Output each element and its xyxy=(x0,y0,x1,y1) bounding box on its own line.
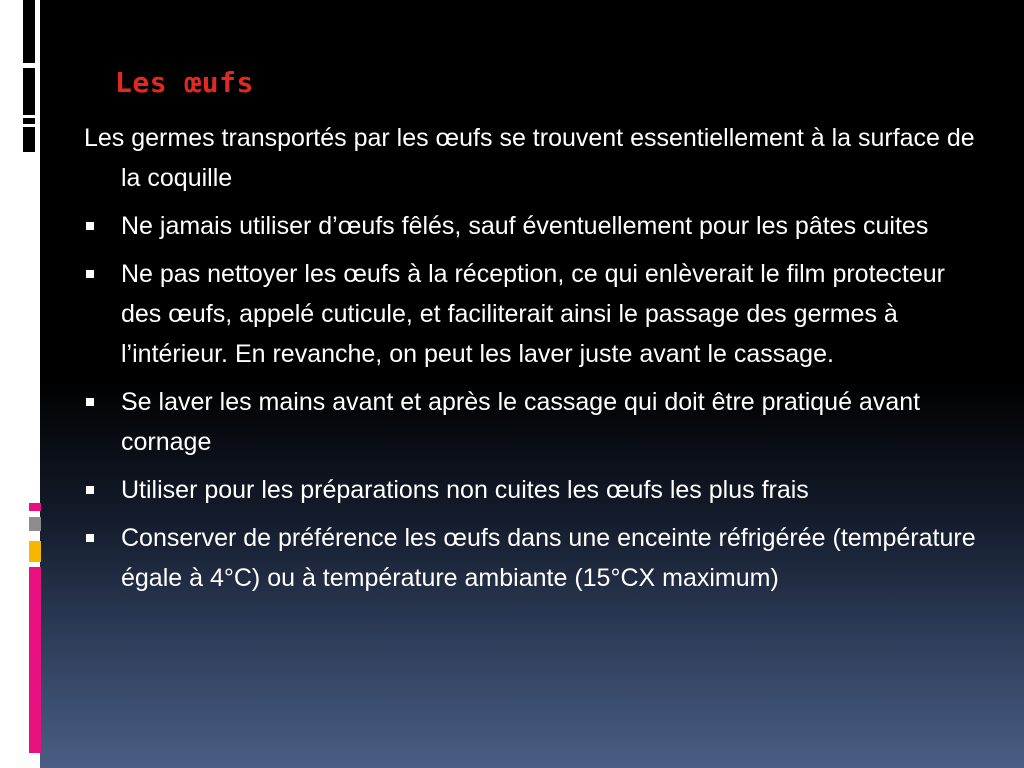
bullet-text: Se laver les mains avant et après le cassage qui doit être pratiqué avant cornage xyxy=(121,388,921,456)
bullet-text: Utiliser pour les préparations non cuites les œufs les plus frais xyxy=(121,476,809,504)
square-bullet-icon xyxy=(86,398,94,406)
bullet-text: Conserver de préférence les œufs dans une enceinte réfrigérée (température égale à 4°C) ou à température ambiante (15°CX maximum) xyxy=(121,524,976,592)
square-bullet-icon xyxy=(86,534,94,542)
square-bullet-icon xyxy=(86,486,94,494)
bullet-text: Ne pas nettoyer les œufs à la réception, ce qui enlèverait le film protecteur des œufs, appelé cuticule, et faciliterait ainsi le passage des germes à l’intérieur. En revanche, on peut les laver juste avant le cassage. xyxy=(121,260,946,368)
decor-bar-pink xyxy=(29,503,41,511)
list-item xyxy=(84,382,989,462)
list-item xyxy=(84,206,989,246)
list-item xyxy=(84,470,989,510)
list-item xyxy=(84,254,989,374)
square-bullet-icon xyxy=(86,222,94,230)
bullet-text: Ne jamais utiliser d’œufs fêlés, sauf éventuellement pour les pâtes cuites xyxy=(121,212,929,240)
left-decor-strip xyxy=(0,0,40,768)
decor-bar-yellow xyxy=(29,541,41,562)
decor-bar-pink xyxy=(29,567,41,753)
list-item xyxy=(84,518,989,598)
decor-bar-gray xyxy=(29,517,41,531)
decor-bar xyxy=(23,127,35,152)
slide-body xyxy=(84,118,989,606)
square-bullet-icon xyxy=(86,270,94,278)
decor-bar xyxy=(23,68,35,115)
bullet-list xyxy=(84,206,989,598)
decor-bar xyxy=(23,118,35,124)
intro-paragraph: Les germes transportés par les œufs se trouvent essentiellement à la surface de la coquille xyxy=(84,124,975,192)
slide-title: Les œufs xyxy=(115,66,254,99)
decor-bar xyxy=(23,0,35,63)
